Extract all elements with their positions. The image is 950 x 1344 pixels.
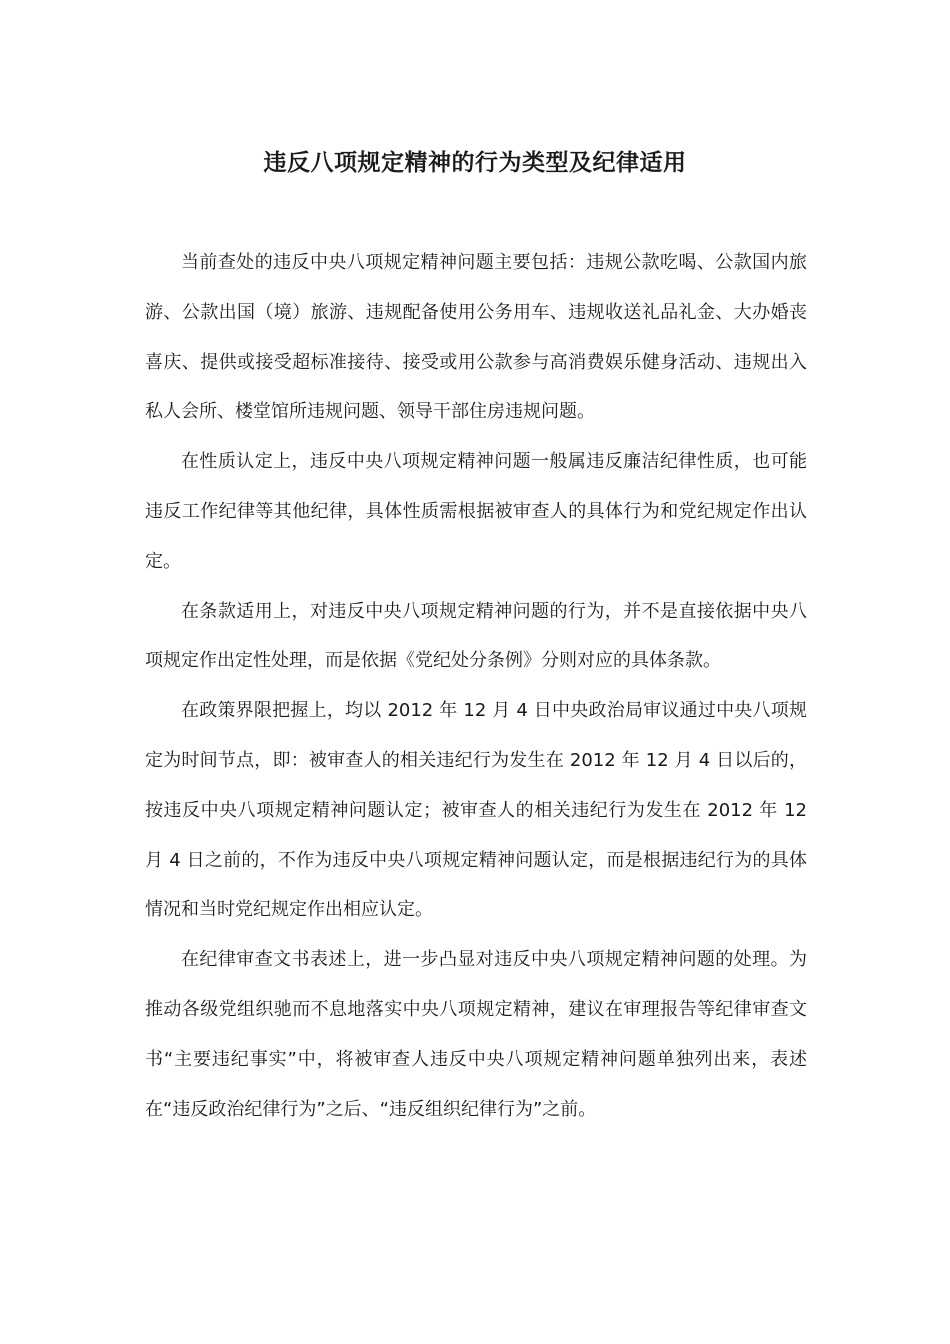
document-title: 违反八项规定精神的行为类型及纪律适用 <box>263 150 687 176</box>
paragraph-nature-determination: 在性质认定上，违反中央八项规定精神问题一般属违反廉洁纪律性质，也可能违反工作纪律等其他纪律，具体性质需根据被审查人的具体行为和党纪规定作出认定。 <box>145 451 807 572</box>
document-body <box>145 238 807 1134</box>
paragraph-policy-boundary: 在政策界限把握上，均以 2012 年 12 月 4 日中央政治局审议通过中央八项规定为时间节点，即：被审查人的相关违纪行为发生在 2012 年 12 月 4 日以后的，按违反中央八项规定精神问题认定；被审查人的相关违纪行为发生在 2012 年 12 月 4 日之前的，不作为违反中央八项规定精神问题认定，而是根据违纪行为的具体情况和当时党纪规定作出相应认定。 <box>145 700 807 921</box>
paragraph-clause-application: 在条款适用上，对违反中央八项规定精神问题的行为，并不是直接依据中央八项规定作出定性处理，而是依据《党纪处分条例》分则对应的具体条款。 <box>145 600 807 672</box>
paragraph-violation-types: 当前查处的违反中央八项规定精神问题主要包括：违规公款吃喝、公款国内旅游、公款出国（境）旅游、违规配备使用公务用车、违规收送礼品礼金、大办婚丧喜庆、提供或接受超标准接待、接受或用公款参与高消费娱乐健身活动、违规出入私人会所、楼堂馆所违规问题、领导干部住房违规问题。 <box>145 252 807 423</box>
paragraph-document-expression: 在纪律审查文书表述上，进一步凸显对违反中央八项规定精神问题的处理。为推动各级党组织驰而不息地落实中央八项规定精神，建议在审理报告等纪律审查文书“主要违纪事实”中，将被审查人违反中央八项规定精神问题单独列出来，表述在“违反政治纪律行为”之后、“违反组织纪律行为”之前。 <box>145 949 807 1120</box>
